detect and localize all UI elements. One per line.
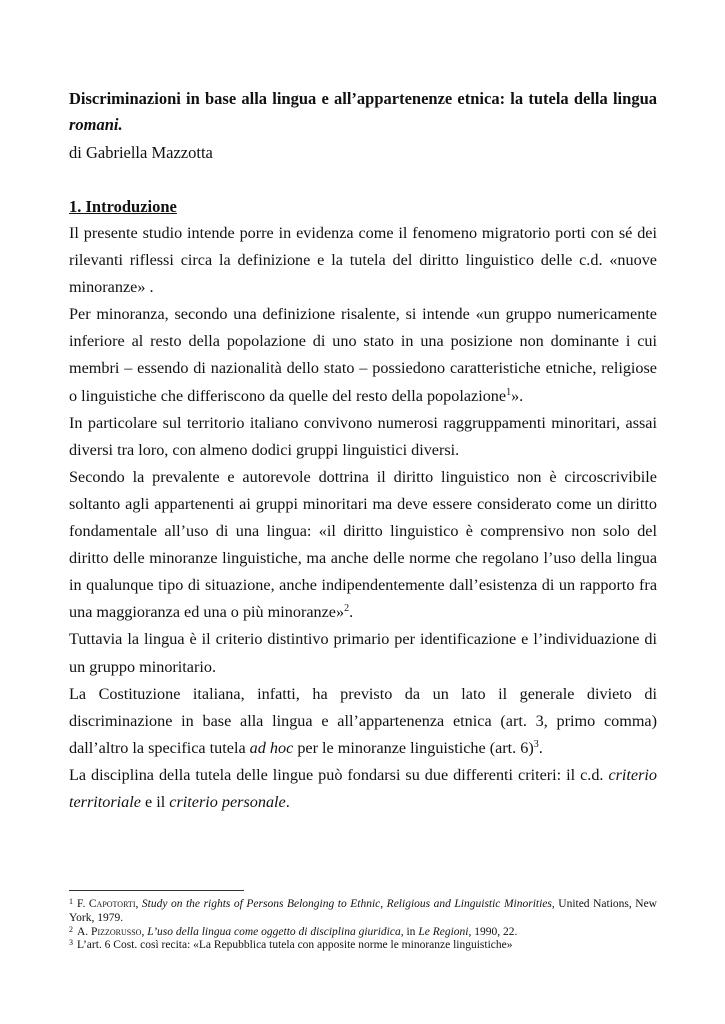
paragraph-2-end: ». bbox=[511, 386, 524, 405]
footnotes bbox=[69, 898, 657, 953]
footnote-3 bbox=[69, 939, 657, 953]
paragraph-6-emphasis: ad hoc bbox=[249, 738, 294, 757]
paragraph-4-end: . bbox=[349, 603, 354, 622]
footnote-3-text: L’art. 6 Cost. così recita: «La Repubblica tutela con apposite norme le minoranze linguistiche» bbox=[77, 939, 513, 952]
footnote-1-title: Study on the rights of Persons Belonging to Ethnic, Religious and Linguistic Minorities bbox=[141, 898, 552, 910]
footnote-2-sep: , bbox=[141, 925, 148, 938]
footnote-1-number: 1 bbox=[69, 897, 73, 906]
paragraph-6-text-a: La Costituzione italiana, infatti, ha previsto da un lato il generale divieto di discriminazione in base alla lingua e all’appartenenza etnica (art. 3, primo comma) dall’altro la specifica tutela bbox=[69, 684, 657, 757]
paragraph-1: Il presente studio intende porre in evidenza come il fenomeno migratorio porti con sé dei rilevanti riflessi circa la definizione e la tutela del diritto linguistico delle c.d. «nuove minoranze» . bbox=[69, 224, 657, 297]
footnote-2-author-smallcaps: izzorusso bbox=[97, 925, 142, 938]
footnote-1-sep: , bbox=[135, 898, 142, 910]
footnote-2-journal: Le Regioni bbox=[418, 925, 469, 938]
section-heading: 1. Introduzione bbox=[69, 197, 177, 216]
paragraph-6 bbox=[69, 681, 657, 762]
paragraph-6-text-b: per le minoranze linguistiche (art. 6) bbox=[293, 738, 534, 757]
title-main: Discriminazioni in base alla lingua e all’appartenenze etnica: la tutela della lingua bbox=[69, 89, 657, 108]
paragraph-7-text-mid: e il bbox=[140, 792, 170, 811]
footnote-2-title: L’uso della lingua come oggetto di disciplina giuridica bbox=[147, 925, 401, 938]
paragraph-4-text: Secondo la prevalente e autorevole dottrina il diritto linguistico non è circoscrivibile soltanto agli appartenenti ai gruppi minoritari ma deve essere considerato come un diritto fondamentale all’uso di una lingua: «il diritto linguistico è comprensivo non solo del diritto delle minoranze linguistiche, ma anche delle norme che regolano l’uso della lingua in qualunque tipo di situazione, anche indipendentemente dall’esistenza di un rapporto fra una maggioranza ed una o più minoranze» bbox=[69, 467, 657, 622]
footnote-2 bbox=[69, 926, 657, 940]
footnote-ref-1: 1 bbox=[506, 386, 512, 398]
paragraph-2 bbox=[69, 301, 657, 409]
footnote-1 bbox=[69, 898, 657, 926]
paragraph-6-end: . bbox=[538, 738, 543, 757]
paragraph-7-emphasis-1: criterio territoriale bbox=[69, 765, 657, 811]
paragraph-7-emphasis-2: criterio personale bbox=[169, 792, 286, 811]
footnote-3-number: 3 bbox=[69, 938, 73, 948]
footnote-1-author-first: F. C bbox=[77, 898, 97, 910]
body-text bbox=[69, 220, 657, 816]
paragraph-7-end: . bbox=[285, 792, 290, 811]
paragraph-7-text-a: La disciplina della tutela delle lingue può fondarsi su due differenti criteri: il c.d. bbox=[69, 765, 609, 784]
footnote-2-mid: , in bbox=[400, 925, 419, 938]
paragraph-7 bbox=[69, 762, 657, 816]
title-emphasis: romani. bbox=[69, 115, 123, 134]
footnote-ref-2: 2 bbox=[344, 603, 350, 615]
author-line: di Gabriella Mazzotta bbox=[69, 143, 213, 162]
paragraph-4 bbox=[69, 464, 657, 627]
footnote-1-author-smallcaps: apotorti bbox=[96, 898, 136, 910]
footnote-1-rest: , United Nations, New York, 1979. bbox=[69, 898, 657, 924]
document-title bbox=[69, 86, 657, 138]
paragraph-2-text: Per minoranza, secondo una definizione risalente, si intende «un gruppo numericamente inferiore al resto della popolazione di uno stato in una posizione non dominante i cui membri – essendo di nazionalità dello stato – possiedono caratteristiche etniche, religiose o linguistiche che differiscono da quelle del resto della popolazione bbox=[69, 305, 657, 405]
footnote-ref-3: 3 bbox=[533, 738, 539, 750]
paragraph-5: Tuttavia la lingua è il criterio distintivo primario per identificazione e l’individuazione di un gruppo minoritario. bbox=[69, 630, 657, 676]
footnote-2-rest: , 1990, 22. bbox=[468, 925, 518, 938]
footnote-separator bbox=[69, 890, 244, 891]
paragraph-3: In particolare sul territorio italiano convivono numerosi raggruppamenti minoritari, assai diversi tra loro, con almeno dodici gruppi linguistici diversi. bbox=[69, 413, 657, 459]
footnote-2-author-first: A. P bbox=[77, 925, 98, 938]
footnote-2-number: 2 bbox=[69, 924, 73, 934]
